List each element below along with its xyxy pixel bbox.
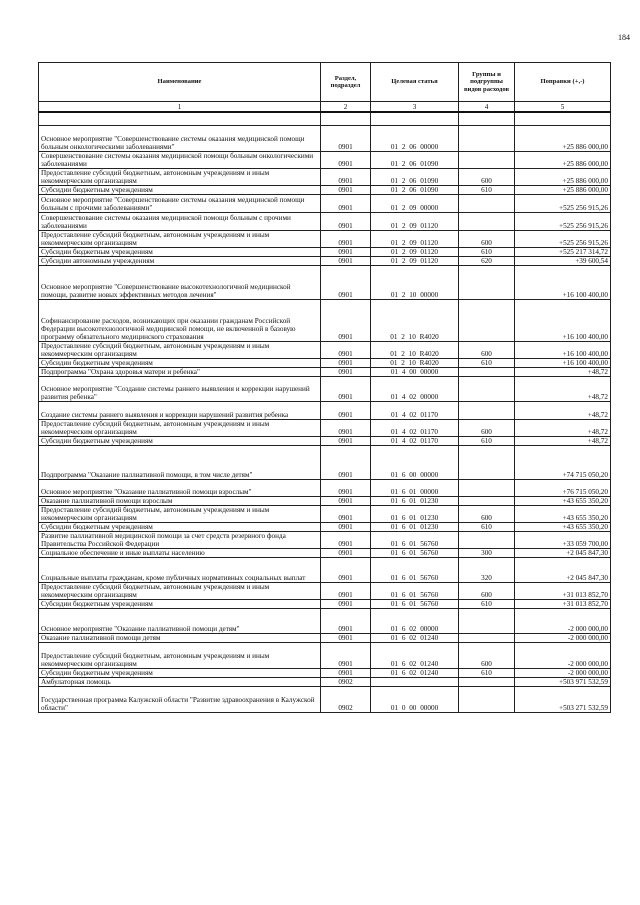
table-row bbox=[39, 506, 611, 523]
row-expense-group: 320 bbox=[459, 558, 515, 583]
row-amount: +39 600,54 bbox=[515, 257, 611, 266]
table-row bbox=[39, 609, 611, 634]
row-target-article: 01 2 06 00000 bbox=[371, 126, 459, 152]
row-amount: +31 013 852,70 bbox=[515, 583, 611, 600]
table-row bbox=[39, 643, 611, 669]
row-section: 0901 bbox=[321, 420, 371, 437]
row-expense-group: 600 bbox=[459, 643, 515, 669]
row-amount: -2 000 000,00 bbox=[515, 643, 611, 669]
row-target-article: 01 2 10 R4020 bbox=[371, 342, 459, 359]
row-expense-group: 600 bbox=[459, 420, 515, 437]
row-section: 0901 bbox=[321, 231, 371, 248]
row-section: 0901 bbox=[321, 523, 371, 532]
row-section: 0901 bbox=[321, 266, 371, 300]
row-name: Социальное обеспечение и иные выплаты населению bbox=[39, 549, 321, 558]
row-target-article: 01 6 01 56760 bbox=[371, 549, 459, 558]
row-amount: +48,72 bbox=[515, 402, 611, 420]
row-expense-group: 610 bbox=[459, 523, 515, 532]
row-name: Предоставление субсидий бюджетным, автономным учреждениям и иным некоммерческим организациям bbox=[39, 420, 321, 437]
row-amount: +33 059 700,00 bbox=[515, 532, 611, 549]
row-name: Субсидии бюджетным учреждениям bbox=[39, 600, 321, 609]
row-name: Основное мероприятие "Совершенствование высокотехнологичной медицинской помощи, развитие новых эффективных методов лечения" bbox=[39, 266, 321, 300]
table-row bbox=[39, 446, 611, 480]
table-body bbox=[39, 126, 611, 713]
row-name: Подпрограмма "Оказание паллиативной помощи, в том числе детям" bbox=[39, 446, 321, 480]
spacer-row bbox=[39, 112, 611, 126]
table-row bbox=[39, 497, 611, 506]
row-name: Основное мероприятие "Оказание паллиативной помощи взрослым" bbox=[39, 480, 321, 497]
row-expense-group bbox=[459, 678, 515, 687]
row-expense-group: 610 bbox=[459, 669, 515, 678]
row-target-article: 01 6 02 01240 bbox=[371, 643, 459, 669]
row-target-article: 01 4 00 00000 bbox=[371, 368, 459, 377]
row-expense-group: 610 bbox=[459, 248, 515, 257]
row-name: Предоставление субсидий бюджетным, автономным учреждениям и иным некоммерческим организациям bbox=[39, 643, 321, 669]
row-section: 0901 bbox=[321, 342, 371, 359]
row-name: Субсидии бюджетным учреждениям bbox=[39, 248, 321, 257]
table-row bbox=[39, 266, 611, 300]
column-number: 3 bbox=[371, 102, 459, 113]
row-target-article: 01 2 06 01090 bbox=[371, 186, 459, 195]
row-amount: +525 256 915,26 bbox=[515, 213, 611, 231]
row-expense-group: 610 bbox=[459, 186, 515, 195]
table-row bbox=[39, 257, 611, 266]
row-expense-group: 600 bbox=[459, 169, 515, 186]
row-expense-group: 600 bbox=[459, 506, 515, 523]
header-amendments: Поправки (+,-) bbox=[515, 63, 611, 102]
row-section: 0901 bbox=[321, 558, 371, 583]
row-amount: +43 655 350,20 bbox=[515, 506, 611, 523]
row-name: Предоставление субсидий бюджетным, автономным учреждениям и иным некоммерческим организациям bbox=[39, 169, 321, 186]
row-target-article: 01 2 10 R4020 bbox=[371, 300, 459, 342]
table-row bbox=[39, 687, 611, 713]
row-amount: +525 217 314,72 bbox=[515, 248, 611, 257]
row-name: Субсидии бюджетным учреждениям bbox=[39, 437, 321, 446]
row-target-article: 01 0 00 00000 bbox=[371, 687, 459, 713]
row-amount: +25 886 000,00 bbox=[515, 152, 611, 169]
table-row bbox=[39, 300, 611, 342]
row-section: 0901 bbox=[321, 359, 371, 368]
row-section: 0901 bbox=[321, 437, 371, 446]
row-name: Предоставление субсидий бюджетным, автономным учреждениям и иным некоммерческим организациям bbox=[39, 342, 321, 359]
row-expense-group: 600 bbox=[459, 342, 515, 359]
row-amount: +25 886 000,00 bbox=[515, 126, 611, 152]
row-amount: +43 655 350,20 bbox=[515, 497, 611, 506]
row-expense-group bbox=[459, 497, 515, 506]
row-expense-group: 620 bbox=[459, 257, 515, 266]
row-name: Создание системы раннего выявления и коррекции нарушений развития ребенка bbox=[39, 402, 321, 420]
row-amount: +525 256 915,26 bbox=[515, 231, 611, 248]
row-section: 0901 bbox=[321, 549, 371, 558]
row-section: 0901 bbox=[321, 643, 371, 669]
row-expense-group bbox=[459, 368, 515, 377]
table-row bbox=[39, 195, 611, 213]
row-section: 0901 bbox=[321, 213, 371, 231]
row-section: 0901 bbox=[321, 402, 371, 420]
column-number: 1 bbox=[39, 102, 321, 113]
row-target-article: 01 2 06 01090 bbox=[371, 152, 459, 169]
row-section: 0901 bbox=[321, 532, 371, 549]
row-target-article: 01 2 06 01090 bbox=[371, 169, 459, 186]
row-amount: +2 045 847,30 bbox=[515, 549, 611, 558]
row-section: 0901 bbox=[321, 446, 371, 480]
row-amount: +31 013 852,70 bbox=[515, 600, 611, 609]
table-row bbox=[39, 600, 611, 609]
row-name: Амбулаторная помощь bbox=[39, 678, 321, 687]
row-amount: +76 715 050,20 bbox=[515, 480, 611, 497]
row-expense-group bbox=[459, 300, 515, 342]
row-amount: +48,72 bbox=[515, 377, 611, 402]
row-amount: +48,72 bbox=[515, 420, 611, 437]
header-section: Раздел, подраздел bbox=[321, 63, 371, 102]
row-name: Предоставление субсидий бюджетным, автономным учреждениям и иным некоммерческим организациям bbox=[39, 583, 321, 600]
row-amount: +25 886 000,00 bbox=[515, 186, 611, 195]
row-expense-group: 610 bbox=[459, 600, 515, 609]
row-section: 0901 bbox=[321, 368, 371, 377]
row-amount: +525 256 915,26 bbox=[515, 195, 611, 213]
row-name: Подпрограмма "Охрана здоровья матери и ребенка" bbox=[39, 368, 321, 377]
table-row bbox=[39, 359, 611, 368]
row-section: 0901 bbox=[321, 300, 371, 342]
row-name: Предоставление субсидий бюджетным, автономным учреждениям и иным некоммерческим организациям bbox=[39, 231, 321, 248]
row-name: Совершенствование системы оказания медицинской помощи больным онкологическими заболеваниями bbox=[39, 152, 321, 169]
row-expense-group: 610 bbox=[459, 359, 515, 368]
row-expense-group: 610 bbox=[459, 437, 515, 446]
row-target-article: 01 6 01 56760 bbox=[371, 600, 459, 609]
row-target-article bbox=[371, 678, 459, 687]
row-section: 0901 bbox=[321, 583, 371, 600]
row-target-article: 01 2 09 01120 bbox=[371, 257, 459, 266]
row-name: Государственная программа Калужской области "Развитие здравоохранения в Калужской области" bbox=[39, 687, 321, 713]
row-section: 0901 bbox=[321, 195, 371, 213]
row-expense-group bbox=[459, 152, 515, 169]
table-row bbox=[39, 342, 611, 359]
row-section: 0901 bbox=[321, 600, 371, 609]
row-expense-group bbox=[459, 377, 515, 402]
row-name: Предоставление субсидий бюджетным, автономным учреждениям и иным некоммерческим организациям bbox=[39, 506, 321, 523]
row-amount: +16 100 400,00 bbox=[515, 266, 611, 300]
table-row bbox=[39, 549, 611, 558]
table-row bbox=[39, 420, 611, 437]
row-name: Субсидии бюджетным учреждениям bbox=[39, 186, 321, 195]
table-row bbox=[39, 532, 611, 549]
row-name: Основное мероприятие "Совершенствование системы оказания медицинской помощи больным с прочими заболеваниями" bbox=[39, 195, 321, 213]
row-section: 0901 bbox=[321, 506, 371, 523]
row-target-article: 01 2 09 01120 bbox=[371, 213, 459, 231]
table-header-row bbox=[39, 63, 611, 102]
row-name: Оказание паллиативной помощи взрослым bbox=[39, 497, 321, 506]
budget-amendments-table bbox=[38, 62, 611, 713]
row-name: Развитие паллиативной медицинской помощи за счет средств резервного фонда Правительства Российской Федерации bbox=[39, 532, 321, 549]
row-section: 0901 bbox=[321, 669, 371, 678]
row-target-article: 01 2 10 R4020 bbox=[371, 359, 459, 368]
row-target-article: 01 6 01 56760 bbox=[371, 583, 459, 600]
row-target-article: 01 4 02 01170 bbox=[371, 402, 459, 420]
row-section: 0901 bbox=[321, 377, 371, 402]
row-section: 0901 bbox=[321, 634, 371, 643]
row-amount: -2 000 000,00 bbox=[515, 609, 611, 634]
column-number: 4 bbox=[459, 102, 515, 113]
table-row bbox=[39, 583, 611, 600]
row-amount: +48,72 bbox=[515, 437, 611, 446]
row-target-article: 01 6 01 56760 bbox=[371, 532, 459, 549]
column-number-row bbox=[39, 102, 611, 113]
row-target-article: 01 6 02 01240 bbox=[371, 669, 459, 678]
row-amount: -2 000 000,00 bbox=[515, 669, 611, 678]
row-expense-group: 600 bbox=[459, 231, 515, 248]
row-name: Совершенствование системы оказания медицинской помощи больным с прочими заболеваниями bbox=[39, 213, 321, 231]
row-section: 0901 bbox=[321, 248, 371, 257]
row-section: 0902 bbox=[321, 687, 371, 713]
row-expense-group bbox=[459, 266, 515, 300]
row-target-article: 01 6 00 00000 bbox=[371, 446, 459, 480]
row-target-article: 01 4 02 00000 bbox=[371, 377, 459, 402]
row-target-article: 01 6 02 01240 bbox=[371, 634, 459, 643]
row-target-article: 01 2 10 00000 bbox=[371, 266, 459, 300]
row-target-article: 01 2 09 00000 bbox=[371, 195, 459, 213]
row-name: Софинансирование расходов, возникающих при оказании гражданам Российской Федерации высокотехнологичной медицинской помощи, не включенной в базовую программу обязательного медицинского страхования bbox=[39, 300, 321, 342]
row-amount: +503 971 532,59 bbox=[515, 678, 611, 687]
row-section: 0901 bbox=[321, 257, 371, 266]
row-expense-group bbox=[459, 687, 515, 713]
row-amount: +74 715 050,20 bbox=[515, 446, 611, 480]
row-section: 0901 bbox=[321, 497, 371, 506]
page-number: 184 bbox=[618, 33, 630, 42]
table-row bbox=[39, 634, 611, 643]
row-amount: +2 045 847,30 bbox=[515, 558, 611, 583]
row-target-article: 01 6 01 01230 bbox=[371, 523, 459, 532]
row-amount: +503 271 532,59 bbox=[515, 687, 611, 713]
row-amount: +16 100 400,00 bbox=[515, 300, 611, 342]
table-row bbox=[39, 523, 611, 532]
row-expense-group bbox=[459, 402, 515, 420]
row-name: Субсидии бюджетным учреждениям bbox=[39, 669, 321, 678]
table-row bbox=[39, 213, 611, 231]
row-expense-group: 300 bbox=[459, 549, 515, 558]
table-row bbox=[39, 368, 611, 377]
row-name: Субсидии бюджетным учреждениям bbox=[39, 523, 321, 532]
row-expense-group bbox=[459, 213, 515, 231]
row-amount: +25 886 000,00 bbox=[515, 169, 611, 186]
row-amount: +48,72 bbox=[515, 368, 611, 377]
row-name: Социальные выплаты гражданам, кроме публичных нормативных социальных выплат bbox=[39, 558, 321, 583]
table-row bbox=[39, 186, 611, 195]
row-expense-group bbox=[459, 195, 515, 213]
table-row bbox=[39, 231, 611, 248]
row-name: Основное мероприятие "Создание системы раннего выявления и коррекции нарушений развития ребенка" bbox=[39, 377, 321, 402]
table-row bbox=[39, 669, 611, 678]
row-section: 0901 bbox=[321, 169, 371, 186]
column-number: 5 bbox=[515, 102, 611, 113]
row-expense-group bbox=[459, 532, 515, 549]
row-expense-group bbox=[459, 480, 515, 497]
row-target-article: 01 6 01 01230 bbox=[371, 506, 459, 523]
row-amount: +16 100 400,00 bbox=[515, 359, 611, 368]
row-target-article: 01 4 02 01170 bbox=[371, 420, 459, 437]
row-name: Основное мероприятие "Оказание паллиативной помощи детям" bbox=[39, 609, 321, 634]
column-number: 2 bbox=[321, 102, 371, 113]
row-target-article: 01 6 01 56760 bbox=[371, 558, 459, 583]
table-row bbox=[39, 377, 611, 402]
row-amount: -2 000 000,00 bbox=[515, 634, 611, 643]
row-section: 0901 bbox=[321, 480, 371, 497]
row-amount: +43 655 350,20 bbox=[515, 523, 611, 532]
row-section: 0901 bbox=[321, 186, 371, 195]
table-row bbox=[39, 480, 611, 497]
row-name: Субсидии бюджетным учреждениям bbox=[39, 359, 321, 368]
row-expense-group bbox=[459, 634, 515, 643]
row-target-article: 01 6 01 00000 bbox=[371, 480, 459, 497]
row-amount: +16 100 400,00 bbox=[515, 342, 611, 359]
row-expense-group bbox=[459, 126, 515, 152]
row-section: 0901 bbox=[321, 126, 371, 152]
row-target-article: 01 4 02 01170 bbox=[371, 437, 459, 446]
table-row bbox=[39, 402, 611, 420]
row-section: 0901 bbox=[321, 609, 371, 634]
row-expense-group bbox=[459, 609, 515, 634]
header-target-article: Целевая статья bbox=[371, 63, 459, 102]
row-name: Субсидии автономным учреждениям bbox=[39, 257, 321, 266]
table-row bbox=[39, 248, 611, 257]
row-expense-group: 600 bbox=[459, 583, 515, 600]
table-row bbox=[39, 152, 611, 169]
row-expense-group bbox=[459, 446, 515, 480]
table-row bbox=[39, 558, 611, 583]
header-name: Наименование bbox=[39, 63, 321, 102]
row-target-article: 01 6 01 01230 bbox=[371, 497, 459, 506]
table-row bbox=[39, 126, 611, 152]
row-name: Основное мероприятие "Совершенствование системы оказания медицинской помощи больным онкологическими заболеваниями" bbox=[39, 126, 321, 152]
table-row bbox=[39, 437, 611, 446]
row-section: 0901 bbox=[321, 152, 371, 169]
row-section: 0902 bbox=[321, 678, 371, 687]
row-name: Оказание паллиативной помощи детям bbox=[39, 634, 321, 643]
row-target-article: 01 2 09 01120 bbox=[371, 231, 459, 248]
row-target-article: 01 2 09 01120 bbox=[371, 248, 459, 257]
table-row bbox=[39, 678, 611, 687]
row-target-article: 01 6 02 00000 bbox=[371, 609, 459, 634]
header-expense-group: Группы и подгруппы видов расходов bbox=[459, 63, 515, 102]
table-row bbox=[39, 169, 611, 186]
